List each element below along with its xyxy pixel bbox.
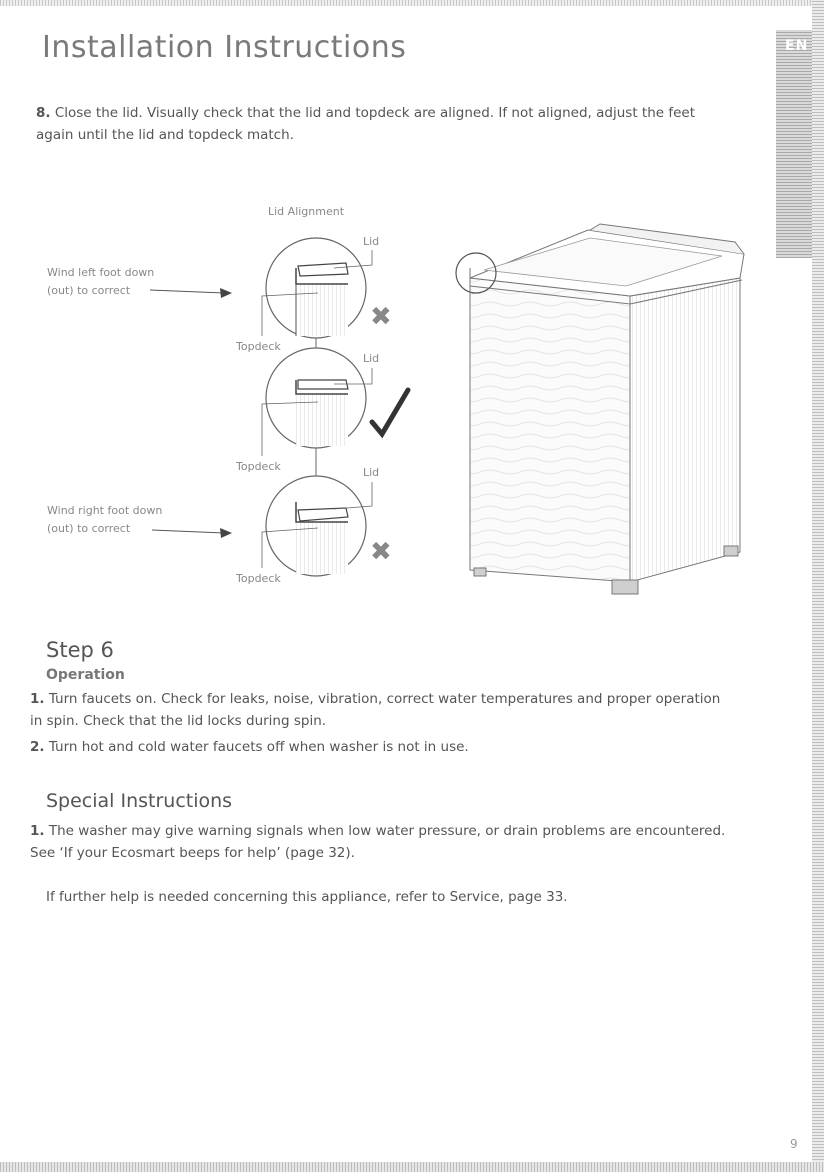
page-number: 9: [790, 1137, 798, 1151]
page-title: Installation Instructions: [42, 30, 407, 65]
right-arrow-head: [220, 528, 232, 538]
service-note: If further help is needed concerning this appliance, refer to Service, page 33.: [46, 889, 568, 905]
step8-paragraph: [36, 102, 736, 146]
left-arrow-line: [150, 290, 224, 293]
step6-item-2-number: 2.: [30, 739, 45, 755]
step6-item-1: [30, 688, 730, 732]
left-correct-label-line1: Wind left foot down: [47, 266, 155, 279]
step6-subheading: Operation: [46, 667, 125, 683]
lid-alignment-diagram: [0, 190, 770, 610]
alignment-circle-lid-high: [266, 238, 366, 338]
step6-item-1-number: 1.: [30, 691, 45, 707]
special-item-1-text: The washer may give warning signals when low water pressure, or drain problems are encountered. See ‘If your Ecosmart beeps for help’ (page 32).: [30, 823, 726, 861]
lid-label-1: Lid: [363, 235, 380, 248]
page-border-bottom: [0, 1162, 824, 1172]
page-border-top: [0, 0, 824, 6]
topdeck-label-3: Topdeck: [236, 572, 281, 585]
right-correct-label-line1: Wind right foot down: [47, 504, 163, 517]
lid-label-3: Lid: [363, 466, 380, 479]
left-arrow-head: [220, 288, 232, 298]
step6-heading: Step 6: [46, 638, 114, 662]
topdeck-label-2: Topdeck: [236, 460, 281, 473]
cross-mark-icon: ✖: [370, 302, 392, 332]
alignment-circle-aligned: [266, 348, 366, 448]
step6-item-2: [30, 736, 730, 758]
diagram-title: Lid Alignment: [268, 205, 345, 218]
cross-mark-icon-2: ✖: [370, 537, 392, 567]
special-instructions-heading: Special Instructions: [46, 790, 233, 812]
alignment-circle-lid-low: [266, 476, 366, 576]
special-item-1-number: 1.: [30, 823, 45, 839]
step6-item-2-text: Turn hot and cold water faucets off when washer is not in use.: [48, 739, 469, 755]
step8-text: Close the lid. Visually check that the lid and topdeck are aligned. If not aligned, adjust the feet again until the lid and topdeck match.: [36, 105, 696, 143]
language-tab: [776, 30, 812, 258]
step6-item-1-text: Turn faucets on. Check for leaks, noise, vibration, correct water temperatures and proper operation in spin. Check that the lid locks during spin.: [30, 691, 721, 729]
washer-illustration: [456, 224, 744, 594]
topdeck-label-1: Topdeck: [236, 340, 281, 353]
left-correct-label-line2: (out) to correct: [47, 284, 131, 297]
check-mark-icon: [372, 390, 408, 434]
page-border-right: [812, 0, 824, 1172]
lid-label-2: Lid: [363, 352, 380, 365]
right-correct-label-line2: (out) to correct: [47, 522, 131, 535]
language-tab-label: EN: [785, 38, 809, 54]
special-item-1: [30, 820, 730, 864]
right-arrow-line: [152, 530, 224, 533]
step8-number: 8.: [36, 105, 51, 121]
